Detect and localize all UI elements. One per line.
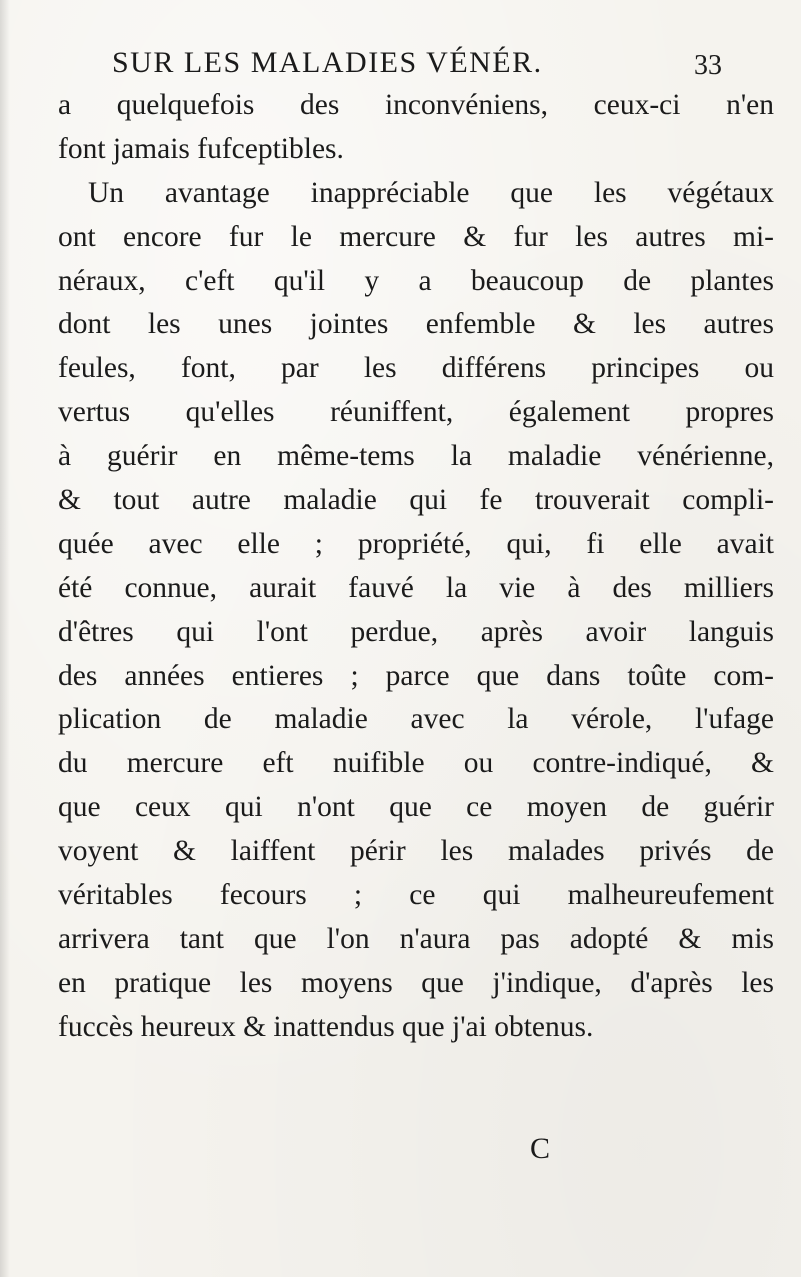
- text-line: à guérir en même-tems la maladie vénérienne,: [58, 440, 774, 473]
- text-line: ont encore fur le mercure & fur les autres mi-: [58, 220, 774, 253]
- text-line: que ceux qui n'ont que ce moyen de guérir: [58, 791, 774, 824]
- text-line: voyent & laiffent périr les malades privés de: [58, 835, 774, 868]
- body-text: [58, 84, 774, 1050]
- text-line: Un avantage inappréciable que les végétaux: [88, 176, 774, 209]
- page-number: 33: [694, 50, 722, 81]
- text-line: plication de maladie avec la vérole, l'ufage: [58, 703, 774, 736]
- text-line: vertus qu'elles réuniffent, également propres: [58, 396, 774, 429]
- page-edge-shadow: [0, 0, 10, 1277]
- text-line: dont les unes jointes enfemble & les autres: [58, 308, 774, 341]
- text-line: néraux, c'eft qu'il y a beaucoup de plantes: [58, 264, 774, 297]
- text-line: feules, font, par les différens principes ou: [58, 352, 774, 385]
- signature-mark: C: [530, 1132, 551, 1165]
- text-line: font jamais fufceptibles.: [58, 132, 344, 165]
- text-line: en pratique les moyens que j'indique, d'après les: [58, 966, 774, 999]
- text-line: & tout autre maladie qui fe trouverait compli-: [58, 484, 774, 517]
- page-header: [112, 46, 722, 86]
- running-title: SUR LES MALADIES VÉNÉR.: [112, 46, 543, 79]
- text-line: véritables fecours ; ce qui malheureufement: [58, 879, 774, 912]
- text-line: des années entieres ; parce que dans toûte com-: [58, 659, 774, 692]
- text-line: fuccès heureux & inattendus que j'ai obtenus.: [58, 1010, 594, 1043]
- text-line: a quelquefois des inconvéniens, ceux-ci n'en: [58, 89, 774, 121]
- text-line: été connue, aurait fauvé la vie à des milliers: [58, 571, 774, 604]
- text-line: du mercure eft nuifible ou contre-indiqué, &: [58, 747, 774, 780]
- text-line: quée avec elle ; propriété, qui, fi elle avait: [58, 527, 774, 560]
- text-line: d'êtres qui l'ont perdue, après avoir languis: [58, 615, 774, 648]
- text-line: arrivera tant que l'on n'aura pas adopté & mis: [58, 922, 774, 955]
